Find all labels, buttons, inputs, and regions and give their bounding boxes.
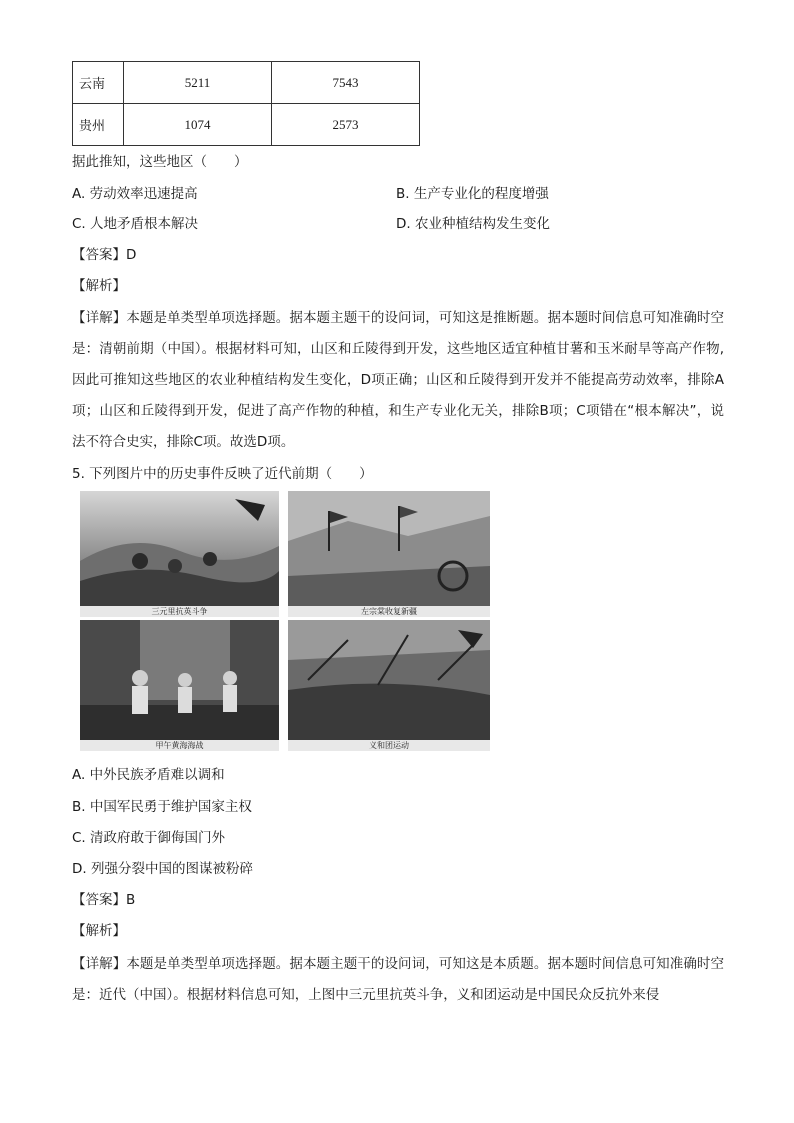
caption-sanyuanli: 三元里抗英斗争 <box>80 606 279 617</box>
q5-stem: 5. 下列图片中的历史事件反映了近代前期（ ） <box>72 466 373 482</box>
table-row <box>73 104 420 146</box>
yihetuan-illustration <box>288 620 490 740</box>
q4-option-b: B. 生产专业化的程度增强 <box>396 186 549 202</box>
q5-option-d: D. 列强分裂中国的图谋被粉碎 <box>72 861 253 877</box>
q5-option-a: A. 中外民族矛盾难以调和 <box>72 767 225 783</box>
q5-detail: 【详解】本题是单类型单项选择题。据本题主题干的设问词，可知这是本质题。据本题时间信息可知准确时空是：近代（中国）。根据材料信息可知，上图中三元里抗英斗争，义和团运动是中国民众反抗外来侵 <box>72 956 724 1003</box>
jiawu-illustration <box>80 620 279 740</box>
photo-yihetuan <box>288 620 490 740</box>
q5-option-c: C. 清政府敢于御侮国门外 <box>72 830 226 846</box>
q4-analysis-label: 【解析】 <box>72 278 126 294</box>
q4-answer: 【答案】D <box>72 247 137 263</box>
table-cell: 1074 <box>124 104 272 146</box>
table-cell: 2573 <box>272 104 420 146</box>
caption-yihetuan: 义和团运动 <box>288 740 490 751</box>
q5-option-b: B. 中国军民勇于维护国家主权 <box>72 799 252 815</box>
q4-detail: 【详解】本题是单类型单项选择题。据本题主题干的设问词，可知这是推断题。据本题时间信息可知准确时空是：清朝前期（中国）。根据材料可知，山区和丘陵得到开发，这些地区适宜种植甘薯和玉米耐旱等高产作物,因此可推知这些地区的农业种植结构发生变化，D项正确；山区和丘陵得到开发并不能提高劳动效率，排除A项；山区和丘陵得到开发，促进了高产作物的种植，和生产专业化无关，排除B项；C项错在“根本解决”，说法不符合史实，排除C项。故选D项。 <box>72 310 724 450</box>
caption-jiawu: 甲午黄海海战 <box>80 740 279 751</box>
table-row <box>73 62 420 104</box>
q4-option-c: C. 人地矛盾根本解决 <box>72 216 199 232</box>
zuozongtang-illustration <box>288 491 490 606</box>
q5-answer: 【答案】B <box>72 892 136 908</box>
photo-zuozongtang <box>288 491 490 606</box>
table-cell: 贵州 <box>73 104 124 146</box>
table-cell: 云南 <box>73 62 124 104</box>
q4-option-d: D. 农业种植结构发生变化 <box>396 216 550 232</box>
table-cell: 7543 <box>272 62 420 104</box>
table-cell: 5211 <box>124 62 272 104</box>
q4-stem: 据此推知，这些地区（ ） <box>72 154 248 170</box>
photo-sanyuanli <box>80 491 279 606</box>
population-table <box>72 61 420 146</box>
sanyuanli-illustration <box>80 491 279 606</box>
q5-analysis-label: 【解析】 <box>72 923 126 939</box>
photo-jiawu <box>80 620 279 740</box>
caption-zuozongtang: 左宗棠收复新疆 <box>288 606 490 617</box>
q4-option-a: A. 劳动效率迅速提高 <box>72 186 198 202</box>
